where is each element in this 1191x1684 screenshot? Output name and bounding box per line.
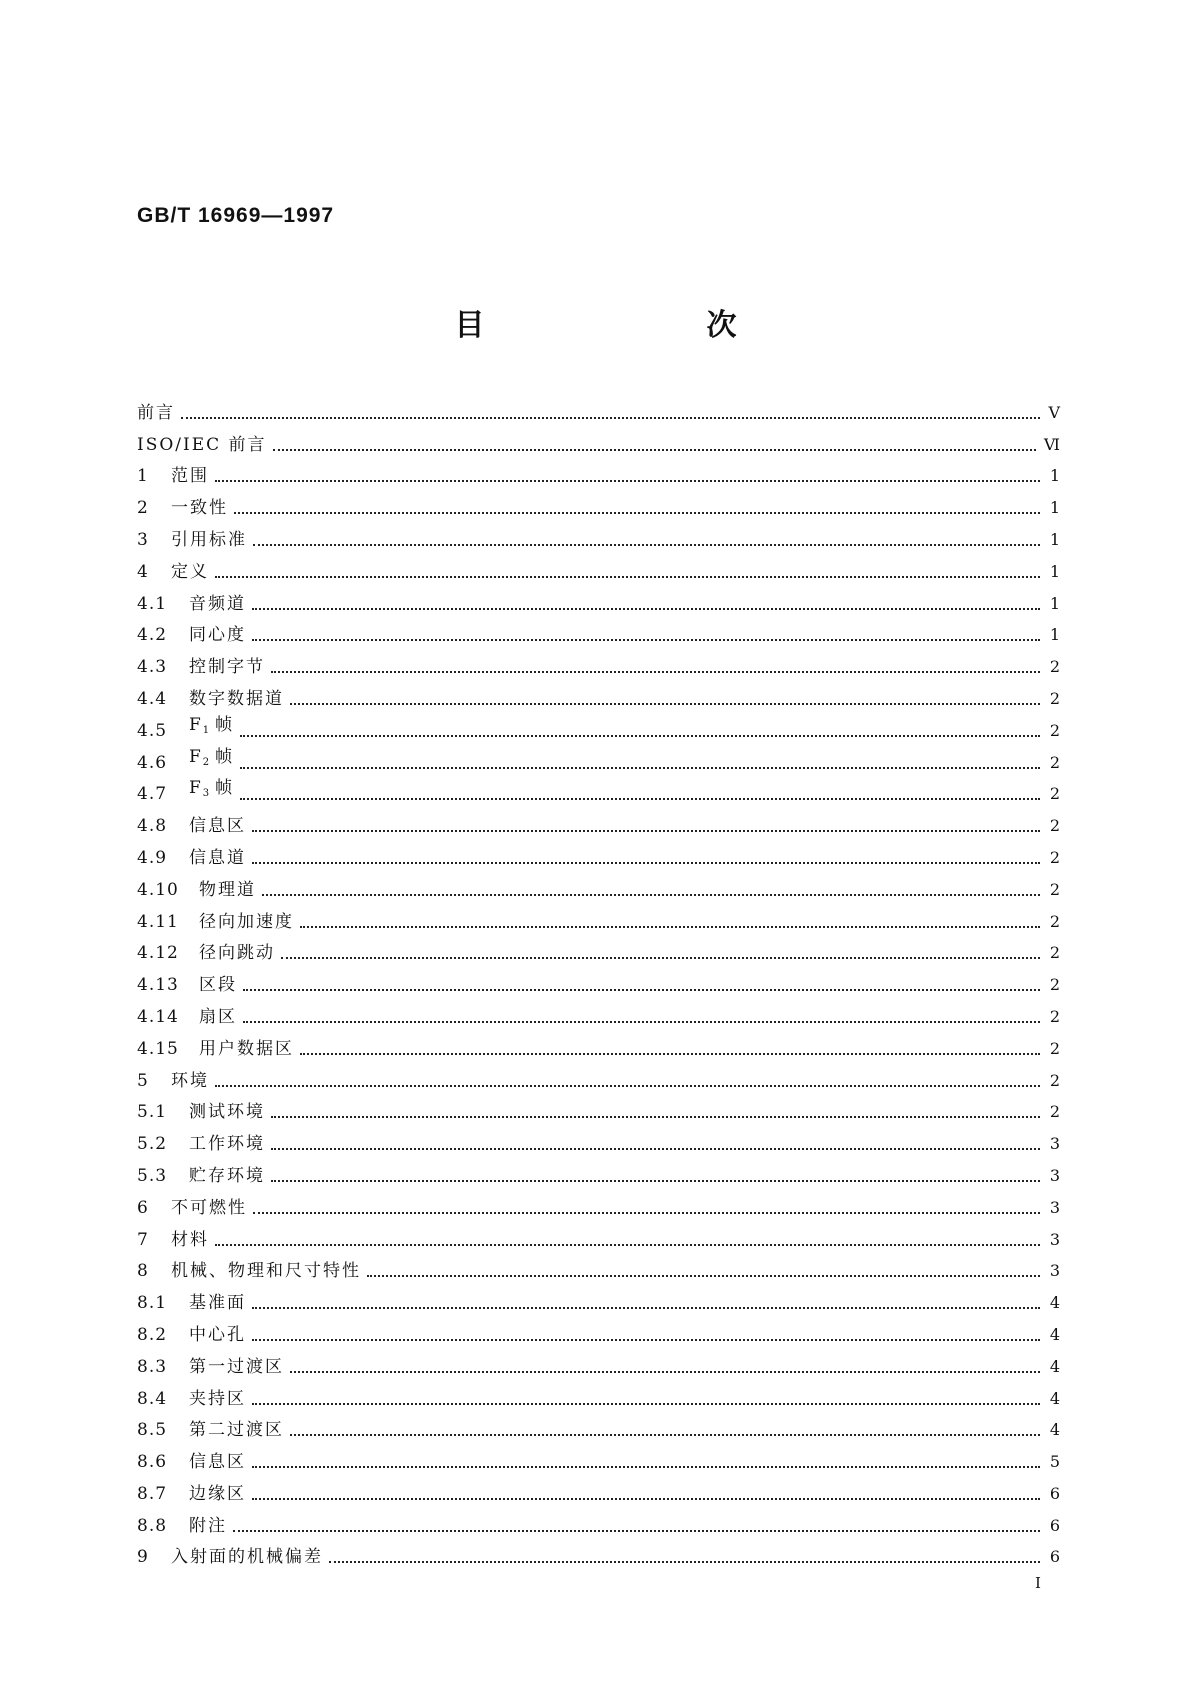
toc-entry-label <box>189 594 246 614</box>
toc-entry-label <box>199 1007 237 1027</box>
toc-entry[interactable] <box>137 1536 1060 1568</box>
toc-title: 目 次 <box>454 308 833 343</box>
dot-leader <box>215 1084 1040 1087</box>
toc-entry-subscript: 2 <box>202 756 212 768</box>
dot-leader <box>271 670 1040 673</box>
toc-entry-number: 6 <box>137 1197 149 1218</box>
toc-entry-page: 6 <box>1049 1515 1060 1535</box>
toc-entry[interactable] <box>137 1313 1060 1345</box>
dot-leader <box>252 638 1040 641</box>
toc-entry-page: 2 <box>1049 688 1060 708</box>
toc-entry-page: 1 <box>1049 529 1060 549</box>
dot-leader <box>215 1243 1040 1246</box>
toc-entry-label <box>189 657 265 677</box>
toc-entry-label <box>189 1134 265 1154</box>
toc-entry[interactable] <box>137 582 1060 614</box>
toc-entry-page: 2 <box>1049 720 1060 740</box>
toc-entry-label-text: 前言 <box>137 402 175 423</box>
toc-entry-label-suffix: 帧 <box>215 746 235 767</box>
toc-entry-subscript: 1 <box>202 724 212 736</box>
toc-entry-label-text: 材料 <box>171 1229 209 1250</box>
toc-entry[interactable] <box>137 423 1060 455</box>
toc-entry-label <box>199 912 294 932</box>
toc-entry-label-text: 第二过渡区 <box>189 1420 284 1441</box>
toc-entry-label <box>171 498 228 518</box>
dot-leader <box>234 511 1040 514</box>
dot-leader <box>281 956 1040 959</box>
toc-entry-label <box>137 435 267 455</box>
toc-entry-label <box>171 562 209 582</box>
toc-entry-page: 6 <box>1049 1547 1060 1567</box>
dot-leader <box>252 829 1040 832</box>
toc-entry[interactable] <box>137 741 1060 773</box>
toc-entry-label-text: 边缘区 <box>189 1483 246 1504</box>
page-number: I <box>1035 1574 1041 1592</box>
dot-leader <box>253 1211 1040 1214</box>
toc-entry-label <box>171 1230 209 1250</box>
toc-entry-label-text: 入射面的机械偏差 <box>171 1547 323 1568</box>
toc-entry-page: 6 <box>1049 1483 1060 1503</box>
toc-entry-label-text: 信息区 <box>189 1452 246 1473</box>
toc-entry-number: 4 <box>137 561 149 582</box>
toc-entry-page: 3 <box>1049 1229 1060 1249</box>
toc-entry-page: 5 <box>1049 1452 1060 1472</box>
toc-entry-label-text: 贮存环境 <box>189 1165 265 1186</box>
dot-leader <box>240 766 1040 769</box>
dot-leader <box>290 702 1040 705</box>
toc-entry-label <box>189 1420 284 1440</box>
toc-entry-page: Ⅵ <box>1043 434 1060 454</box>
toc-entry-label <box>199 975 237 995</box>
dot-leader <box>252 1402 1040 1405</box>
toc-entry-number: 4.8 <box>137 816 168 837</box>
toc-entry-page: 2 <box>1049 879 1060 899</box>
toc-entry-page: 2 <box>1049 1006 1060 1026</box>
toc-entry-label <box>171 466 209 486</box>
toc-entry-label <box>189 1516 227 1536</box>
toc-entry-number: 8.7 <box>137 1483 168 1504</box>
toc-entry-label-text: 扇区 <box>199 1006 237 1027</box>
toc-entry-label <box>199 1039 294 1059</box>
toc-entry[interactable] <box>137 773 1060 805</box>
toc-entry-page: 2 <box>1049 752 1060 772</box>
toc-entry-number: 4.1 <box>137 593 168 614</box>
toc-entry-number: 4.9 <box>137 847 168 868</box>
toc-entry-label-text: 物理道 <box>199 879 256 900</box>
toc-entry-label <box>189 689 284 709</box>
toc-entry[interactable] <box>137 1472 1060 1504</box>
toc-entry-label <box>171 1261 361 1281</box>
toc-entry-page: 4 <box>1049 1388 1060 1408</box>
toc-entry[interactable] <box>137 1345 1060 1377</box>
toc-entry-label <box>199 880 256 900</box>
toc-entry-number: 4.5 <box>137 720 168 741</box>
toc-entry-label-text: 夹持区 <box>189 1388 246 1409</box>
toc-entry-page: 1 <box>1049 466 1060 486</box>
toc-entry-label-text: F <box>189 778 203 799</box>
toc-entry-page: 2 <box>1049 1070 1060 1090</box>
toc-entry-number: 5.2 <box>137 1134 168 1155</box>
toc-entry-page: 2 <box>1049 943 1060 963</box>
dot-leader <box>367 1274 1040 1277</box>
toc-entry-page: 1 <box>1049 561 1060 581</box>
dot-leader <box>300 925 1040 928</box>
table-of-contents <box>137 391 1060 1567</box>
toc-entry-number: 5.3 <box>137 1165 168 1186</box>
toc-entry[interactable] <box>137 995 1060 1027</box>
toc-entry-number: 8.8 <box>137 1515 168 1536</box>
toc-entry-page: 3 <box>1049 1165 1060 1185</box>
dot-leader <box>252 1465 1040 1468</box>
toc-entry-label-suffix: 帧 <box>215 778 235 799</box>
toc-entry-label <box>189 625 246 645</box>
toc-entry-page: 3 <box>1049 1134 1060 1154</box>
toc-entry-subscript: 3 <box>202 788 212 800</box>
toc-entry-number: 4.2 <box>137 625 168 646</box>
toc-entry-number: 4.7 <box>137 784 168 805</box>
toc-entry-label-text: 环境 <box>171 1070 209 1091</box>
toc-entry-label <box>189 816 246 836</box>
toc-entry-page: 2 <box>1049 784 1060 804</box>
dot-leader <box>233 1529 1040 1532</box>
toc-entry-label <box>171 530 247 550</box>
toc-entry-label-text: 数字数据道 <box>189 688 284 709</box>
toc-entry-label <box>171 1071 209 1091</box>
dot-leader <box>253 543 1040 546</box>
toc-entry[interactable] <box>137 1409 1060 1441</box>
toc-entry[interactable] <box>137 1440 1060 1472</box>
toc-entry[interactable] <box>137 1186 1060 1218</box>
toc-entry[interactable] <box>137 1059 1060 1091</box>
toc-entry-number: 5 <box>137 1070 149 1091</box>
toc-entry-label-text: 区段 <box>199 975 237 996</box>
toc-entry-label <box>189 1357 284 1377</box>
toc-entry-label-text: 径向跳动 <box>199 943 275 964</box>
toc-entry-label-text: 信息区 <box>189 816 246 837</box>
toc-entry-page: 4 <box>1049 1356 1060 1376</box>
toc-entry-label-text: 基准面 <box>189 1293 246 1314</box>
toc-entry[interactable] <box>137 868 1060 900</box>
toc-entry-label <box>189 747 234 773</box>
dot-leader <box>252 607 1040 610</box>
toc-entry-number: 8 <box>137 1261 149 1282</box>
toc-entry-number: 7 <box>137 1229 149 1250</box>
toc-entry-number: 1 <box>137 466 149 487</box>
dot-leader <box>271 1115 1040 1118</box>
toc-entry-label <box>171 1198 247 1218</box>
dot-leader <box>290 1370 1040 1373</box>
toc-entry-label <box>189 1102 265 1122</box>
toc-entry[interactable] <box>137 391 1060 423</box>
toc-entry-number: 9 <box>137 1547 149 1568</box>
toc-entry[interactable] <box>137 1027 1060 1059</box>
toc-entry-page: 1 <box>1049 498 1060 518</box>
toc-entry[interactable] <box>137 1504 1060 1536</box>
toc-entry-label-text: 音频道 <box>189 593 246 614</box>
toc-entry-label-text: F <box>189 714 203 735</box>
toc-entry-number: 4.6 <box>137 752 168 773</box>
toc-entry-number: 2 <box>137 498 149 519</box>
toc-entry-label-text: 定义 <box>171 561 209 582</box>
toc-entry-page: 4 <box>1049 1324 1060 1344</box>
toc-entry-number: 3 <box>137 529 149 550</box>
dot-leader <box>215 479 1040 482</box>
toc-entry-label-text: ISO/IEC 前言 <box>137 434 267 455</box>
toc-entry-page: Ⅴ <box>1048 402 1060 422</box>
dot-leader <box>290 1433 1040 1436</box>
toc-entry-number: 8.1 <box>137 1293 168 1314</box>
toc-entry[interactable] <box>137 804 1060 836</box>
toc-entry-label <box>189 1389 246 1409</box>
toc-entry-label-text: 径向加速度 <box>199 911 294 932</box>
toc-entry-label <box>189 778 234 804</box>
toc-entry-label <box>171 1547 323 1567</box>
toc-entry-label <box>189 1325 246 1345</box>
toc-entry-number: 4.11 <box>137 911 179 932</box>
toc-entry-number: 8.4 <box>137 1388 168 1409</box>
toc-entry-page: 2 <box>1049 975 1060 995</box>
toc-entry-label-text: 同心度 <box>189 625 246 646</box>
dot-leader <box>243 988 1040 991</box>
toc-entry-number: 8.2 <box>137 1324 168 1345</box>
toc-entry-label-text: 不可燃性 <box>171 1197 247 1218</box>
toc-entry-number: 5.1 <box>137 1102 168 1123</box>
toc-entry-page: 2 <box>1049 816 1060 836</box>
toc-entry-number: 8.3 <box>137 1356 168 1377</box>
dot-leader <box>329 1560 1040 1563</box>
toc-entry-label-text: 一致性 <box>171 498 228 519</box>
toc-entry-label <box>189 715 234 741</box>
toc-entry-label-text: 中心孔 <box>189 1324 246 1345</box>
dot-leader <box>240 734 1040 737</box>
toc-entry-page: 2 <box>1049 1102 1060 1122</box>
toc-entry-label <box>189 1484 246 1504</box>
toc-entry[interactable] <box>137 963 1060 995</box>
toc-entry-label-text: F <box>189 746 203 767</box>
dot-leader <box>252 861 1040 864</box>
dot-leader <box>271 1179 1040 1182</box>
toc-entry-label <box>137 403 175 423</box>
toc-entry-number: 8.5 <box>137 1420 168 1441</box>
standard-code: GB/T 16969—1997 <box>137 204 335 227</box>
toc-entry-number: 4.14 <box>137 1006 179 1027</box>
dot-leader <box>262 893 1040 896</box>
toc-entry-page: 3 <box>1049 1261 1060 1281</box>
toc-entry[interactable] <box>137 1281 1060 1313</box>
dot-leader <box>243 1020 1040 1023</box>
toc-entry-page: 2 <box>1049 847 1060 867</box>
toc-entry[interactable] <box>137 1091 1060 1123</box>
toc-entry[interactable] <box>137 614 1060 646</box>
toc-entry[interactable] <box>137 550 1060 582</box>
toc-entry-page: 4 <box>1049 1420 1060 1440</box>
toc-entry-number: 4.10 <box>137 879 179 900</box>
toc-entry-label-text: 用户数据区 <box>199 1038 294 1059</box>
toc-entry-label-text: 控制字节 <box>189 657 265 678</box>
toc-entry-page: 1 <box>1049 593 1060 613</box>
toc-entry-label-text: 引用标准 <box>171 529 247 550</box>
dot-leader <box>252 1497 1040 1500</box>
toc-entry-label-text: 信息道 <box>189 847 246 868</box>
toc-entry-label <box>189 1293 246 1313</box>
dot-leader <box>300 1052 1040 1055</box>
dot-leader <box>273 448 1036 451</box>
toc-entry-number: 4.13 <box>137 975 179 996</box>
toc-entry[interactable] <box>137 518 1060 550</box>
toc-entry-label <box>189 1166 265 1186</box>
toc-entry-page: 4 <box>1049 1293 1060 1313</box>
dot-leader <box>240 797 1040 800</box>
toc-entry-label-suffix: 帧 <box>215 714 235 735</box>
toc-entry-page: 2 <box>1049 911 1060 931</box>
toc-entry-label-text: 机械、物理和尺寸特性 <box>171 1261 361 1282</box>
toc-entry[interactable] <box>137 1218 1060 1250</box>
toc-entry[interactable] <box>137 1377 1060 1409</box>
toc-entry-label-text: 附注 <box>189 1515 227 1536</box>
toc-entry[interactable] <box>137 932 1060 964</box>
toc-entry[interactable] <box>137 1154 1060 1186</box>
toc-entry-page: 2 <box>1049 1038 1060 1058</box>
dot-leader <box>271 1147 1040 1150</box>
toc-entry[interactable] <box>137 455 1060 487</box>
toc-entry-label-text: 范围 <box>171 466 209 487</box>
toc-entry-number: 4.4 <box>137 688 168 709</box>
toc-entry-number: 4.15 <box>137 1038 179 1059</box>
toc-entry-label-text: 第一过渡区 <box>189 1356 284 1377</box>
toc-entry[interactable] <box>137 709 1060 741</box>
dot-leader <box>215 575 1040 578</box>
toc-entry-page: 1 <box>1049 625 1060 645</box>
toc-entry-number: 8.6 <box>137 1452 168 1473</box>
toc-entry-number: 4.3 <box>137 657 168 678</box>
toc-entry-label <box>189 1452 246 1472</box>
toc-entry[interactable] <box>137 486 1060 518</box>
dot-leader <box>181 416 1040 419</box>
toc-entry-label-text: 工作环境 <box>189 1134 265 1155</box>
toc-entry-page: 3 <box>1049 1197 1060 1217</box>
toc-entry-label <box>189 848 246 868</box>
toc-entry[interactable] <box>137 1122 1060 1154</box>
toc-entry[interactable] <box>137 900 1060 932</box>
toc-entry-label <box>199 943 275 963</box>
toc-entry[interactable] <box>137 836 1060 868</box>
toc-entry-label-text: 测试环境 <box>189 1102 265 1123</box>
toc-entry-page: 2 <box>1049 657 1060 677</box>
toc-entry[interactable] <box>137 1250 1060 1282</box>
toc-entry-number: 4.12 <box>137 943 179 964</box>
toc-entry[interactable] <box>137 645 1060 677</box>
dot-leader <box>252 1338 1040 1341</box>
toc-entry[interactable] <box>137 677 1060 709</box>
dot-leader <box>252 1306 1040 1309</box>
